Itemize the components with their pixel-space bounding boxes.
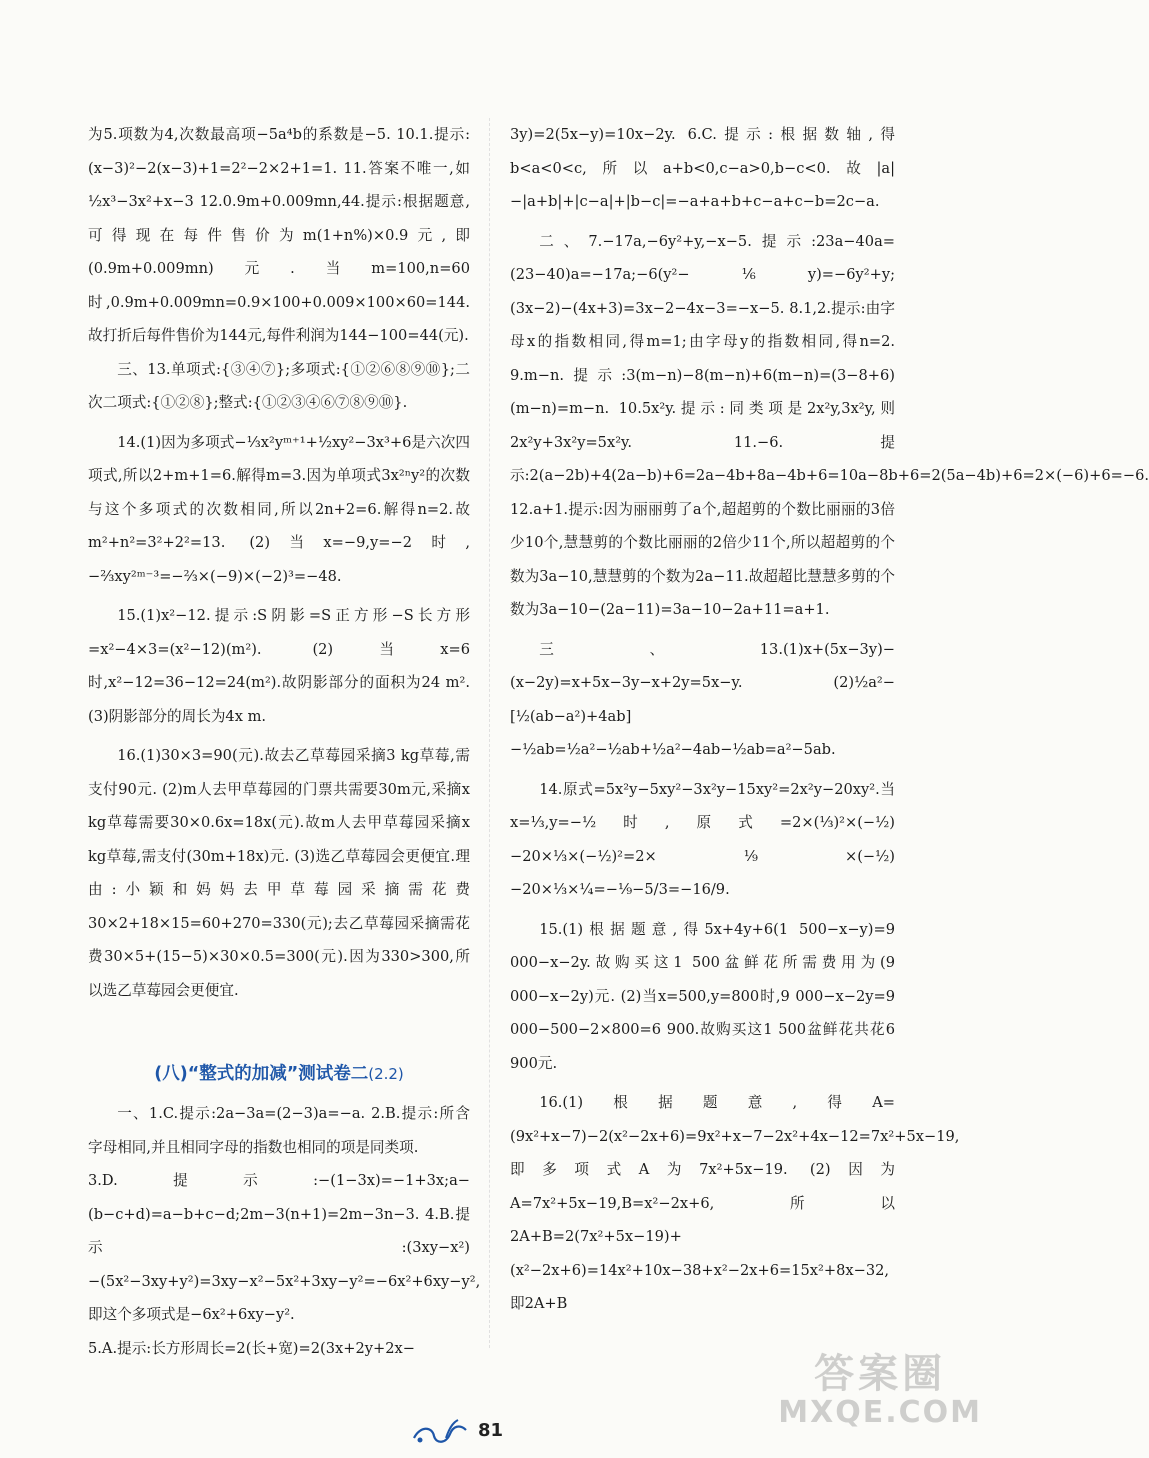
answer-paragraph: 二、7.−17a,−6y²+y,−x−5.提示:23a−40a=(23−40)a=−17a;−6(y²−⅙y)=−6y²+y;(3x−2)−(4x+3)=3x−2−4x−3=−x−5. 8.1,2.提示:由字母x的指数相同,得m=1;由字母y的指数相同,得n=2. 9.m−n.提示:3(m−n)−8(m−n)+6(m−n)=(3−8+6)(m−n)=m−n. 10.5x²y.提示:同类项是2x²y,3x²y,则2x²y+3x²y=5x²y. 11.−6.提示:2(a−2b)+4(2a−b)+6=2a−4b+8a−4b+6=10a−8b+6=2(5a−4b)+6=2×(−6)+6=−6. 12.a+1.提示:因为丽丽剪了a个,超超剪的个数比丽丽的3倍少10个,慧慧剪的个数比丽丽的2倍少11个,所以超超剪的个数为3a−10,慧慧剪的个数为2a−11.故超超比慧慧多剪的个数为3a−10−(2a−11)=3a−10−2a+11=a+1.	[510, 232, 1149, 618]
answer-paragraph: 16.(1)根据题意,得A=(9x²+x−7)−2(x²−2x+6)=9x²+x−7−2x²+4x−12=7x²+5x−19,即多项式A为7x²+5x−19. (2)因为A=7x²+5x−19,B=x²−2x+6,所以2A+B=2(7x²+5x−19)+(x²−2x+6)=14x²+10x−38+x²−2x+6=15x²+8x−32,即2A+B	[510, 1094, 960, 1312]
section-code: (2.2)	[368, 1065, 404, 1083]
section-title	[88, 1059, 470, 1089]
swirl-ornament-icon	[410, 1418, 470, 1448]
watermark-line2: MXQE.COM	[778, 1395, 982, 1430]
left-column	[88, 118, 481, 1365]
answer-paragraph: 16.(1)30×3=90(元).故去乙草莓园采摘3 kg草莓,需支付90元. (2)m人去甲草莓园的门票共需要30m元,采摘x kg草莓需要30×0.6x=18x(元).故m人去甲草莓园采摘x kg草莓,需支付(30m+18x)元. (3)选乙草莓园会更便宜.理由:小颖和妈妈去甲草莓园采摘需花费30×2+18×15=60+270=330(元);去乙草莓园采摘需花费30×5+(15−5)×30×0.5=300(元).因为330>300,所以选乙草莓园会更便宜.	[88, 747, 470, 999]
answer-paragraph: 3y)=2(5x−y)=10x−2y. 6.C.提示:根据数轴,得b<a<0<c,所以a+b<0,c−a>0,b−c<0.故|a|−|a+b|+|c−a|+|b−c|=−a+a+b+c−a+c−b=2c−a.	[510, 126, 895, 210]
answer-paragraph: 5.A.提示:长方形周长=2(长+宽)=2(3x+2y+2x−	[88, 1339, 415, 1357]
answer-paragraph: 为5.项数为4,次数最高项−5a⁴b的系数是−5. 10.1.提示:(x−3)²−2(x−3)+1=2²−2×2+1=1. 11.答案不唯一,如 ½x³−3x²+x−3 12.0.9m+0.009mn,44.提示:根据题意,可得现在每件售价为m(1+n%)×0.9元,即(0.9m+0.009mn)元.当m=100,n=60时,0.9m+0.009mn=0.9×100+0.009×100×60=144.故打折后每件售价为144元,每件利润为144−100=44(元).	[88, 126, 470, 344]
answer-paragraph: 三、13.(1)x+(5x−3y)−(x−2y)=x+5x−3y−x+2y=5x−y. (2)½a²−[½(ab−a²)+4ab]−½ab=½a²−½ab+½a²−4ab−½ab=a²−5ab.	[510, 640, 895, 758]
answer-paragraph: 14.(1)因为多项式−⅓x²yᵐ⁺¹+½xy²−3x³+6是六次四项式,所以2+m+1=6.解得m=3.因为单项式3x²ⁿy²的次数与这个多项式的次数相同,所以2n+2=6.解得n=2.故m²+n²=3²+2²=13. (2)当x=−9,y=−2时,−⅔xy²ᵐ⁻³=−⅔×(−9)×(−2)³=−48.	[88, 433, 470, 585]
section-title-text: (八)“整式的加减”测试卷二	[154, 1064, 369, 1084]
watermark-logo	[778, 1352, 982, 1429]
answer-paragraph: 一、1.C.提示:2a−3a=(2−3)a=−a. 2.B.提示:所含字母相同,并且相同字母的指数也相同的项是同类项.	[88, 1105, 470, 1156]
page-number: 81	[478, 1420, 504, 1441]
right-column	[510, 118, 1149, 1321]
answer-paragraph: 14.原式=5x²y−5xy²−3x²y−15xy²=2x²y−20xy².当x=⅓,y=−½时,原式=2×(⅓)²×(−½)−20×⅓×(−½)²=2×⅑×(−½)−20×⅓×¼=−⅑−5/3=−16/9.	[510, 780, 895, 898]
watermark-line1: 答案圈	[814, 1351, 947, 1397]
answer-paragraph: 三、13.单项式:{③④⑦};多项式:{①②⑥⑧⑨⑩};二次二项式:{①②⑧};整式:{①②③④⑥⑦⑧⑨⑩}.	[88, 360, 470, 411]
column-divider	[489, 118, 490, 1348]
answer-paragraph: 15.(1)x²−12.提示:S阴影=S正方形−S长方形=x²−4×3=(x²−12)(m²). (2)当x=6时,x²−12=36−12=24(m²).故阴影部分的面积为24 m². (3)阴影部分的周长为4x m.	[88, 607, 470, 725]
answer-paragraph: 3.D.提示:−(1−3x)=−1+3x;a−(b−c+d)=a−b+c−d;2m−3(n+1)=2m−3n−3. 4.B.提示:(3xy−x²)−(5x²−3xy+y²)=3xy−x²−5x²+3xy−y²=−6x²+6xy−y²,即这个多项式是−6x²+6xy−y².	[88, 1172, 481, 1323]
answer-paragraph: 15.(1)根据题意,得5x+4y+6(1 500−x−y)=9 000−x−2y.故购买这1 500盆鲜花所需费用为(9 000−x−2y)元. (2)当x=500,y=800时,9 000−x−2y=9 000−500−2×800=6 900.故购买这1 500盆鲜花共花6 900元.	[510, 920, 895, 1072]
